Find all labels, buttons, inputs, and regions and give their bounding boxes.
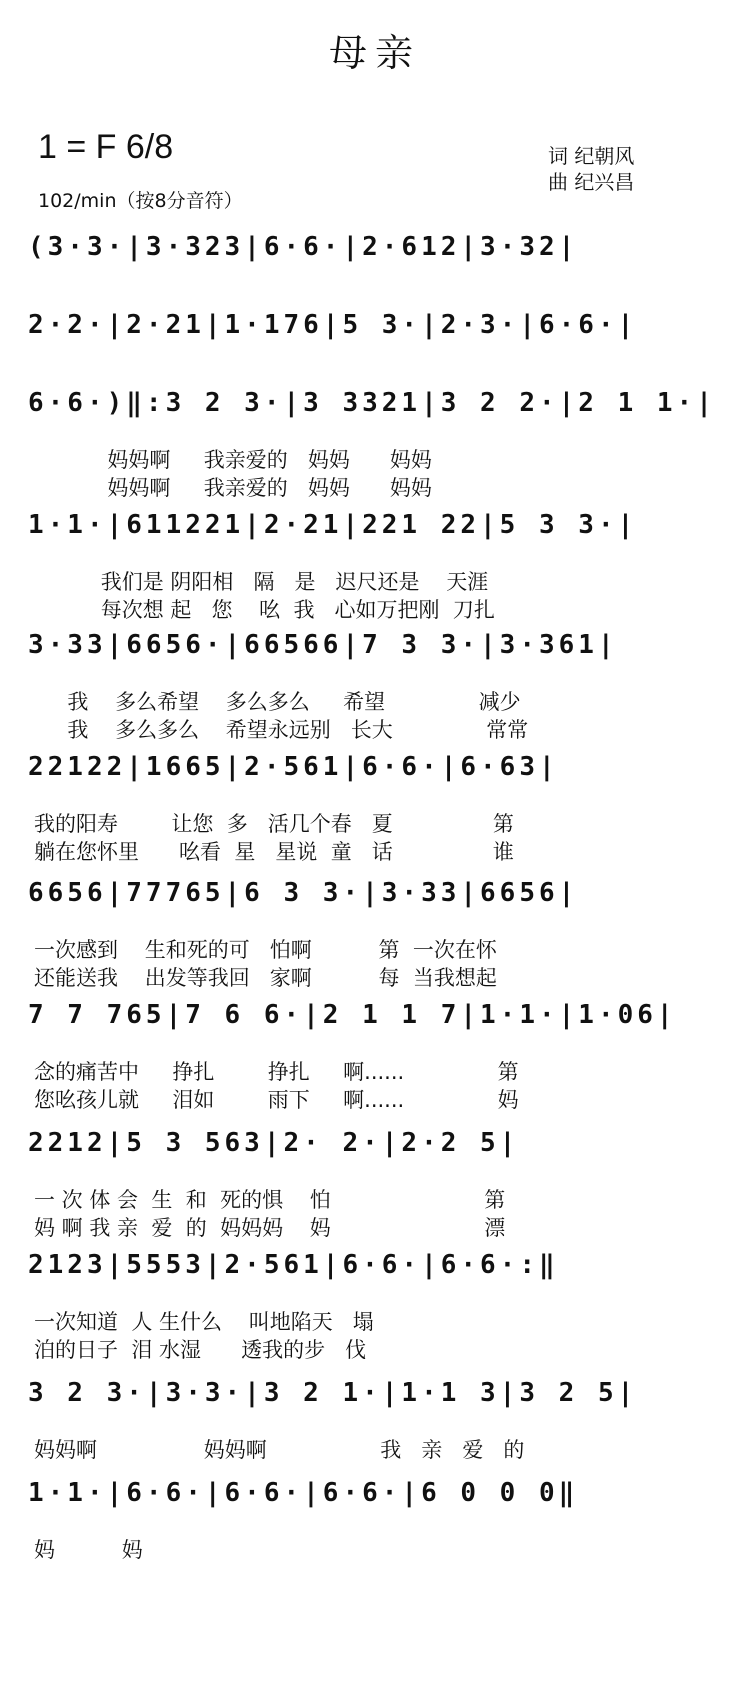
lyric-line: 还能送我 出发等我回 家啊 每 当我想起 <box>34 966 497 990</box>
lyric-line: 妈 妈 <box>34 1538 143 1562</box>
lyricist-credit: 词 纪朝风 <box>548 144 635 168</box>
notation-line: 1·1·|611221|2·21|221 22|5 3 3·| <box>28 510 638 540</box>
lyric-line: 您吆孩儿就 泪如 雨下 啊...... 妈 <box>34 1088 519 1112</box>
notation-line: 6·6·)‖:3 2 3·|3 3321|3 2 2·|2 1 1·| <box>28 388 716 418</box>
lyric-line: 妈 啊 我 亲 爱 的 妈妈妈 妈 漂 <box>34 1216 506 1240</box>
notation-line: (3·3·|3·323|6·6·|2·612|3·32| <box>28 232 579 262</box>
notation-line: 2212|5 3 563|2· 2·|2·2 5| <box>28 1128 520 1158</box>
notation-line: 2·2·|2·21|1·176|5 3·|2·3·|6·6·| <box>28 310 638 340</box>
lyric-line: 妈妈啊 妈妈啊 我 亲 爱 的 <box>34 1438 525 1462</box>
lyric-line: 一 次 体 会 生 和 死的惧 怕 第 <box>34 1188 506 1212</box>
lyric-line: 我们是 阴阳相 隔 是 迟尺还是 天涯 <box>34 570 489 594</box>
lyric-line: 泊的日子 泪 水湿 透我的步 伐 <box>34 1338 367 1362</box>
lyric-line: 一次知道 人 生什么 叫地陷天 塌 <box>34 1310 374 1334</box>
tempo-marking: 102/min（按8分音符） <box>38 190 243 212</box>
composer-credit: 曲 纪兴昌 <box>548 170 635 194</box>
lyric-line: 念的痛苦中 挣扎 挣扎 啊...... 第 <box>34 1060 519 1084</box>
lyric-line: 妈妈啊 我亲爱的 妈妈 妈妈 <box>34 448 432 472</box>
key-signature: 1 = F 6/8 <box>38 128 174 166</box>
notation-line: 3 2 3·|3·3·|3 2 1·|1·1 3|3 2 5| <box>28 1378 638 1408</box>
notation-line: 22122|1665|2·561|6·6·|6·63| <box>28 752 559 782</box>
lyric-line: 我 多么多么 希望永远别 长大 常常 <box>34 718 529 742</box>
lyric-line: 我 多么希望 多么多么 希望 减少 <box>34 690 521 714</box>
notation-line: 2123|5553|2·561|6·6·|6·6·:‖ <box>28 1250 559 1280</box>
song-title: 母亲 <box>328 31 421 75</box>
notation-line: 6656|77765|6 3 3·|3·33|6656| <box>28 878 579 908</box>
lyric-line: 躺在您怀里 吆看 星 星说 童 话 谁 <box>34 840 514 864</box>
notation-line: 3·33|6656·|66566|7 3 3·|3·361| <box>28 630 618 660</box>
lyric-line: 我的阳寿 让您 多 活几个春 夏 第 <box>34 812 514 836</box>
lyric-line: 妈妈啊 我亲爱的 妈妈 妈妈 <box>34 476 432 500</box>
notation-line: 1·1·|6·6·|6·6·|6·6·|6 0 0 0‖ <box>28 1478 579 1508</box>
lyric-line: 每次想 起 您 吆 我 心如万把刚 刀扎 <box>34 598 495 622</box>
lyric-line: 一次感到 生和死的可 怕啊 第 一次在怀 <box>34 938 497 962</box>
notation-line: 7 7 765|7 6 6·|2 1 1 7|1·1·|1·06| <box>28 1000 677 1030</box>
